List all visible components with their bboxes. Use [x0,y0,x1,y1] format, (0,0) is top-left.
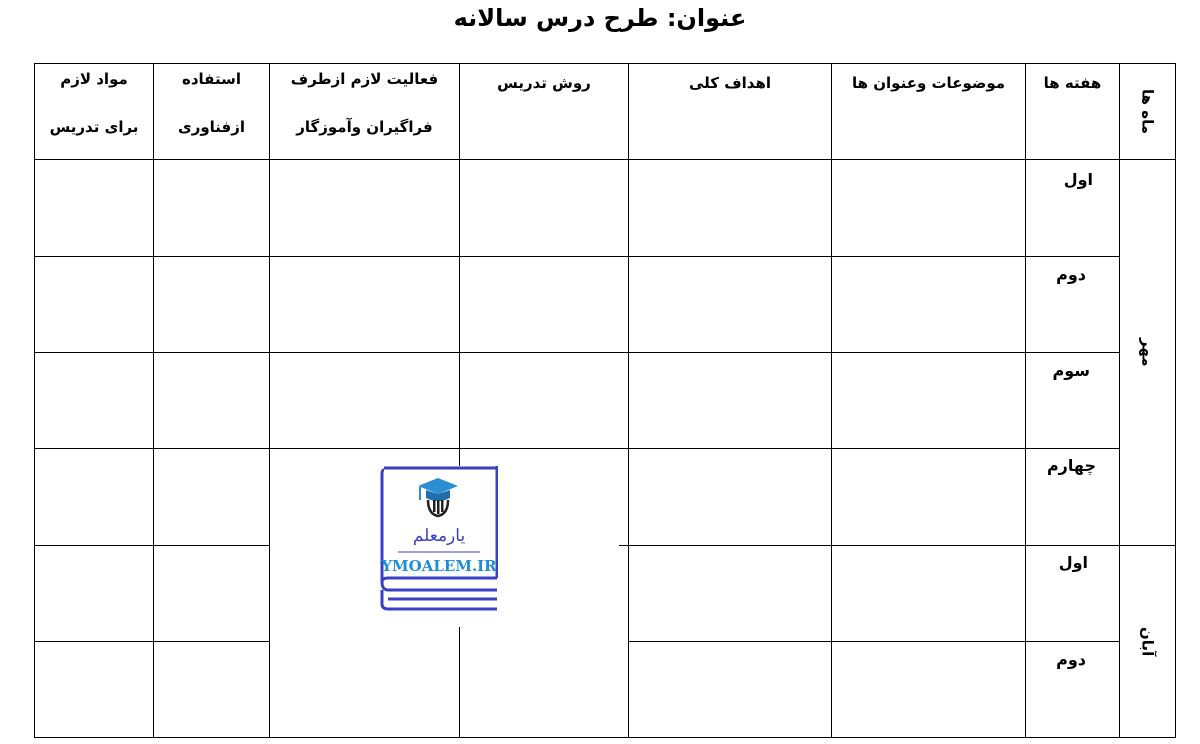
table-border-left [34,63,35,738]
week-label: دوم [1056,265,1086,284]
header-separator [34,159,1176,160]
row-line [34,448,1119,449]
header-topics: موضوعات وعنوان ها [851,74,1006,92]
header-activity-line2: فراگیران وآموزگار [296,118,433,136]
header-activity-line1: فعالیت لازم ازطرف [290,70,439,88]
row-line [619,545,1176,546]
header-tech-line2: ازفناوری [177,118,246,136]
month-label: مهر [1138,338,1157,367]
table-border-right [1175,63,1176,738]
header-materials-line1: مواد لازم [60,70,128,88]
row-line [34,545,269,546]
col-line [459,627,460,738]
week-label: دوم [1056,650,1086,669]
yarmoalem-logo [380,466,498,611]
row-line [628,641,1119,642]
header-weeks: هفته ها [1043,74,1102,92]
graduation-cap-pencil-icon [414,476,464,518]
page-title: عنوان: طرح درس سالانه [453,4,747,32]
row-line [34,641,269,642]
col-line [628,63,629,738]
col-line [831,63,832,738]
month-label: آبان [1138,626,1157,657]
header-method: روش تدریس [497,74,591,92]
table-border-bottom [34,737,1176,738]
col-line [1025,63,1026,738]
week-label: چهارم [1046,456,1096,475]
week-label: سوم [1052,361,1090,380]
header-goals: اهداف کلی [688,74,772,92]
header-tech-line1: استفاده [182,70,241,88]
week-label: اول [1058,553,1088,572]
col-line [459,63,460,467]
row-line [34,352,1119,353]
header-materials-line2: برای تدریس [49,118,139,136]
logo-domain-text: YMOALEM.IR [381,557,497,575]
logo-persian-text: یارمعلم [412,526,466,546]
week-label: اول [1063,170,1093,189]
row-line [34,256,1119,257]
col-line [153,63,154,738]
header-months: ماه ها [1138,88,1157,135]
col-line [269,63,270,738]
